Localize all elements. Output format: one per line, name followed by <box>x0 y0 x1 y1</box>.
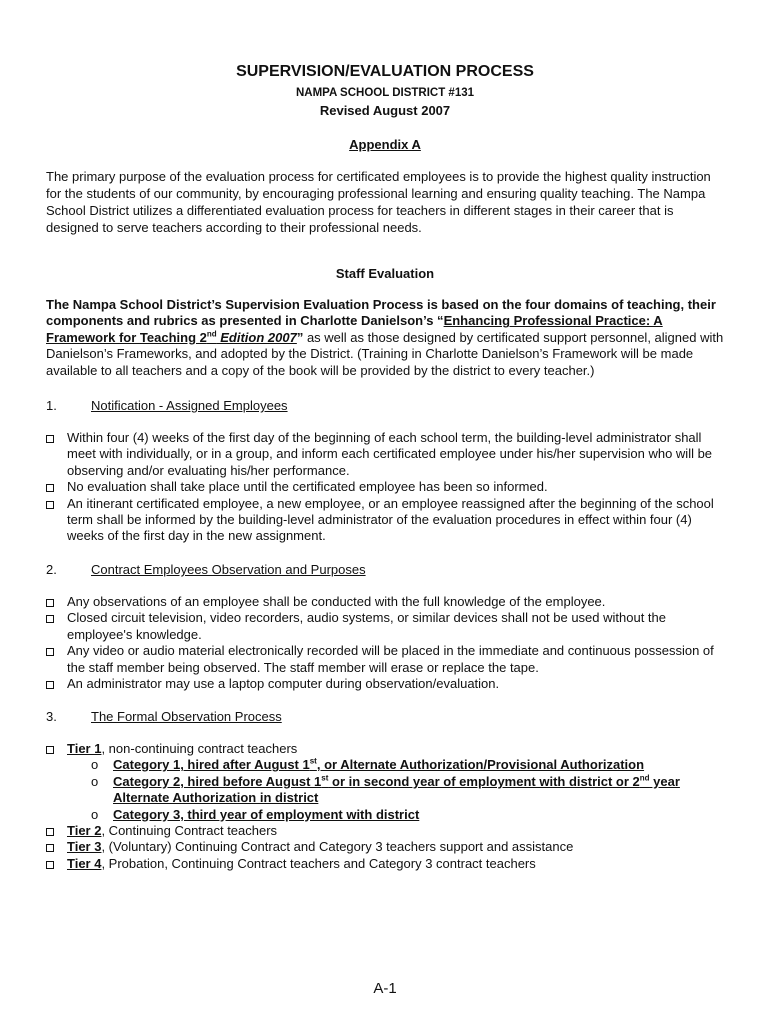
checkbox-bullet-icon <box>46 681 54 689</box>
book-title-part-a: Enhancing Professional Practice: A Framework for Teaching 2 <box>46 313 663 345</box>
checkbox-bullet-icon <box>46 828 54 836</box>
category-item <box>67 807 727 823</box>
tier-item <box>67 856 727 872</box>
basis-rest: as well as those designed by certificated support personnel, aligned with Danielson’s Frameworks, and adopted by the District. (Training in Charlotte Danielson’s Framework will be made available to all teachers and a copy of the book will be provided by the district to every teacher.) <box>46 329 724 378</box>
tier-description: , Probation, Continuing Contract teachers and Category 3 contract teachers <box>101 855 536 871</box>
checkbox-bullet-icon <box>46 599 54 607</box>
checkbox-bullet-icon <box>46 746 54 754</box>
list-item <box>67 479 727 495</box>
category-sup: st <box>309 757 317 767</box>
revision-date: Revised August 2007 <box>319 103 451 118</box>
basis-bold-lead: The Nampa School District’s Supervision Evaluation Process is based on the four domains of teaching, their components and rubrics as presented in Charlotte Danielson’s “ <box>46 297 716 329</box>
tier-name: Tier 3 <box>67 839 102 855</box>
section-title: Notification - Assigned Employees <box>91 398 288 413</box>
list-item <box>67 676 727 692</box>
category-text: Category 3, third year of employment with district <box>113 806 420 822</box>
tier-name: Tier 4 <box>67 855 102 871</box>
category-text-part: Category 2, hired before August 1 <box>113 773 322 789</box>
list-item <box>67 594 727 610</box>
checkbox-bullet-icon <box>46 861 54 869</box>
checkbox-bullet-icon <box>46 615 54 623</box>
checkbox-bullet-icon <box>46 484 54 492</box>
category-text <box>113 774 680 805</box>
tier-item <box>67 839 727 855</box>
checkbox-bullet-icon <box>46 648 54 656</box>
list-item-text: An itinerant certificated employee, a new employee, or an employee reassigned after the beginning of the school term shall be informed by the building-level administrator of the evaluation procedures in effect within four (4) weeks of the first day in the new assignment. <box>67 495 714 544</box>
list-item <box>67 643 727 676</box>
document-title: SUPERVISION/EVALUATION PROCESS <box>236 63 534 80</box>
quote-close: ” <box>296 329 304 345</box>
section-1-bullets <box>67 430 727 545</box>
list-item <box>67 496 727 545</box>
circle-bullet-icon: o <box>91 806 99 822</box>
category-text-part: or in second year of employment with district or 2 <box>328 773 640 789</box>
category-sup: st <box>321 773 329 783</box>
category-sup: nd <box>639 773 650 783</box>
list-item <box>67 430 727 479</box>
intro-paragraph: The primary purpose of the evaluation process for certificated employees is to provide the highest quality instruction for the students of our community, by encouraging professional learning and ensuring quality teaching. The Nampa School District utilizes a differentiated evaluation process for teachers in different stages in their career that is designed to serve teachers according to their professional needs. <box>46 169 711 235</box>
checkbox-bullet-icon <box>46 435 54 443</box>
circle-bullet-icon: o <box>91 757 99 773</box>
tier-item <box>67 741 727 823</box>
section-title: The Formal Observation Process <box>91 709 282 724</box>
list-item-text: Any video or audio material electronically recorded will be placed in the immediate and continuous possession of the staff member being observed. The staff member will erase or replace the tape. <box>67 643 714 675</box>
section-title: Contract Employees Observation and Purposes <box>91 562 366 577</box>
category-item <box>67 774 727 807</box>
section-number: 2. <box>46 562 57 577</box>
tier-item <box>67 823 727 839</box>
page-number: A-1 <box>373 980 397 997</box>
section-3-tiers <box>67 741 727 872</box>
category-item <box>67 757 727 773</box>
checkbox-bullet-icon <box>46 844 54 852</box>
book-title-part-b: Edition 2007 <box>216 329 297 345</box>
tier-name: Tier 2 <box>67 823 102 839</box>
tier-description: , Continuing Contract teachers <box>101 823 278 839</box>
tier-description: , non-continuing contract teachers <box>101 741 298 756</box>
section-number: 1. <box>46 398 57 413</box>
basis-paragraph <box>46 297 726 379</box>
list-item-text: Within four (4) weeks of the first day of the beginning of each school term, the building-level administrator shall meet with individually, or in a group, and inform each certificated employee under his/her supervision who will be observing and/or evaluating his/her performance. <box>67 430 713 478</box>
category-text-part: Category 1, hired after August 1 <box>113 757 310 773</box>
district-name: NAMPA SCHOOL DISTRICT #131 <box>295 87 475 99</box>
tier-1-categories <box>67 757 727 823</box>
staff-evaluation-heading: Staff Evaluation <box>335 266 435 281</box>
appendix-label: Appendix A <box>349 137 421 152</box>
circle-bullet-icon: o <box>91 773 99 789</box>
list-item <box>67 610 727 643</box>
book-title-sup: nd <box>206 329 217 339</box>
section-number: 3. <box>46 709 57 724</box>
checkbox-bullet-icon <box>46 501 54 509</box>
section-2-bullets <box>67 594 727 692</box>
list-item-text: Any observations of an employee shall be conducted with the full knowledge of the employee. <box>67 594 606 609</box>
category-text-part: , or Alternate Authorization/Provisional Authorization <box>316 757 645 773</box>
tier-name: Tier 1 <box>67 741 102 756</box>
tier-description: , (Voluntary) Continuing Contract and Category 3 teachers support and assistance <box>101 839 574 855</box>
category-text <box>113 757 644 772</box>
list-item-text: Closed circuit television, video recorders, audio systems, or similar devices shall not be used without the employee's knowledge. <box>67 610 666 642</box>
list-item-text: An administrator may use a laptop computer during observation/evaluation. <box>67 676 500 692</box>
list-item-text: No evaluation shall take place until the certificated employee has been so informed. <box>67 479 548 495</box>
category-text-part: year Alternate Authorization in district <box>113 773 680 806</box>
